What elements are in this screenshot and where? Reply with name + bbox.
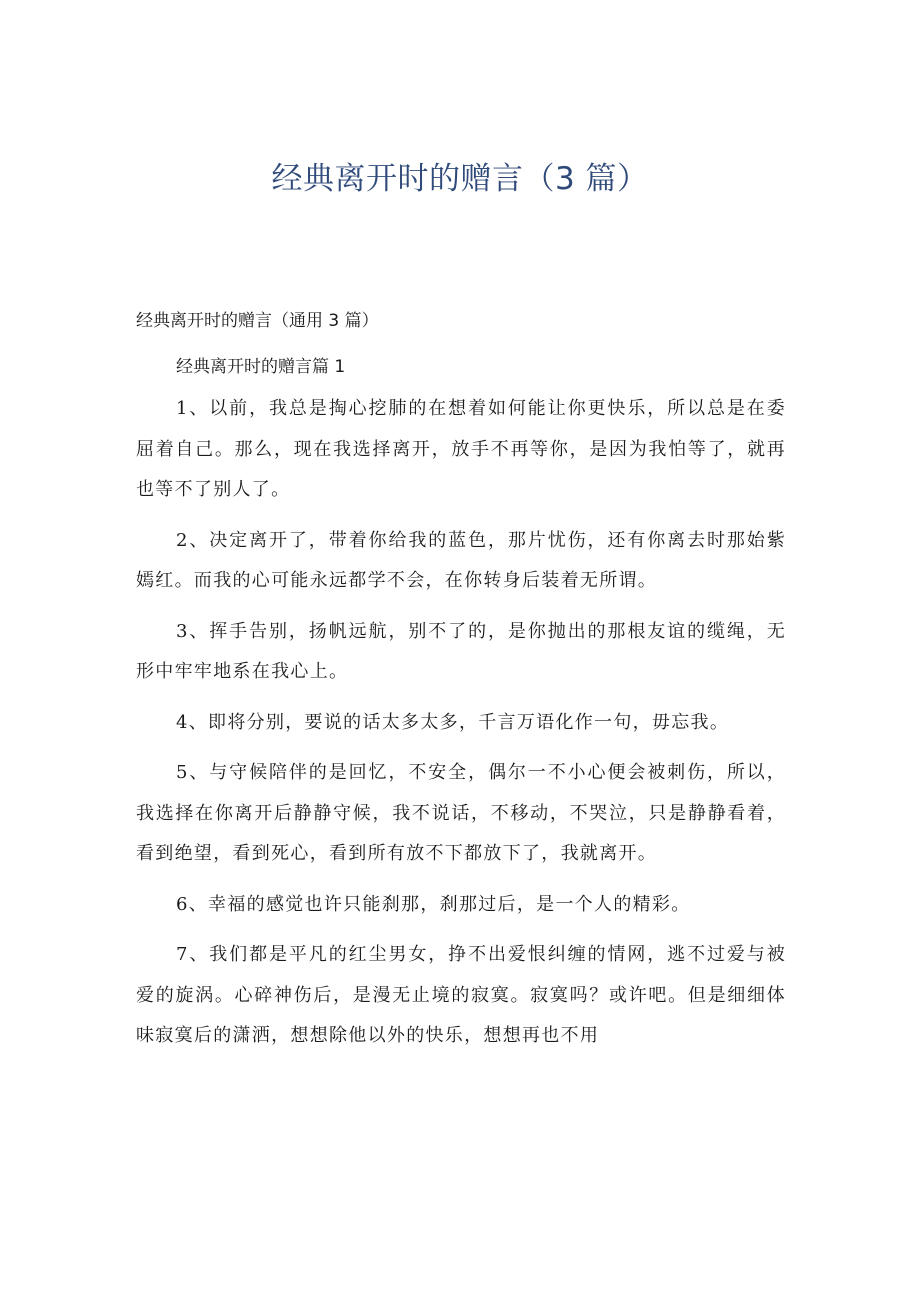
paragraph-3: 3、挥手告别，扬帆远航，别不了的，是你抛出的那根友谊的缆绳，无形中牢牢地系在我心上。 [136,620,786,682]
paragraph-1: 1、以前，我总是掏心挖肺的在想着如何能让你更快乐，所以总是在委屈着自己。那么，现在我选择离开，放手不再等你，是因为我怕等了，就再也等不了别人了。 [136,398,786,500]
document-subtitle: 经典离开时的赠言（通用 3 篇） [136,311,379,331]
paragraph-6: 6、幸福的感觉也许只能刹那，刹那过后，是一个人的精彩。 [176,893,691,915]
document-title: 经典离开时的赠言（3 篇） [271,161,649,197]
paragraph-7: 7、我们都是平凡的红尘男女，挣不出爱恨纠缠的情网，逃不过爱与被爱的旋涡。心碎神伤后，是漫无止境的寂寞。寂寞吗？或许吧。但是细细体味寂寞后的潇洒，想想除他以外的快乐，想想再也不用 [136,944,786,1046]
paragraph-5: 5、与守候陪伴的是回忆，不安全，偶尔一不小心便会被刺伤，所以，我选择在你离开后静静守候，我不说话，不移动，不哭泣，只是静静看着，看到绝望，看到死心，看到所有放不下都放下了，我就离开。 [136,762,786,864]
section-heading: 经典离开时的赠言篇 1 [176,357,346,377]
paragraph-2: 2、决定离开了，带着你给我的蓝色，那片忧伤，还有你离去时那始紫嫣红。而我的心可能永远都学不会，在你转身后装着无所谓。 [136,529,786,591]
document-body [136,303,786,1067]
paragraph-4: 4、即将分别，要说的话太多太多，千言万语化作一句，毋忘我。 [176,711,730,733]
